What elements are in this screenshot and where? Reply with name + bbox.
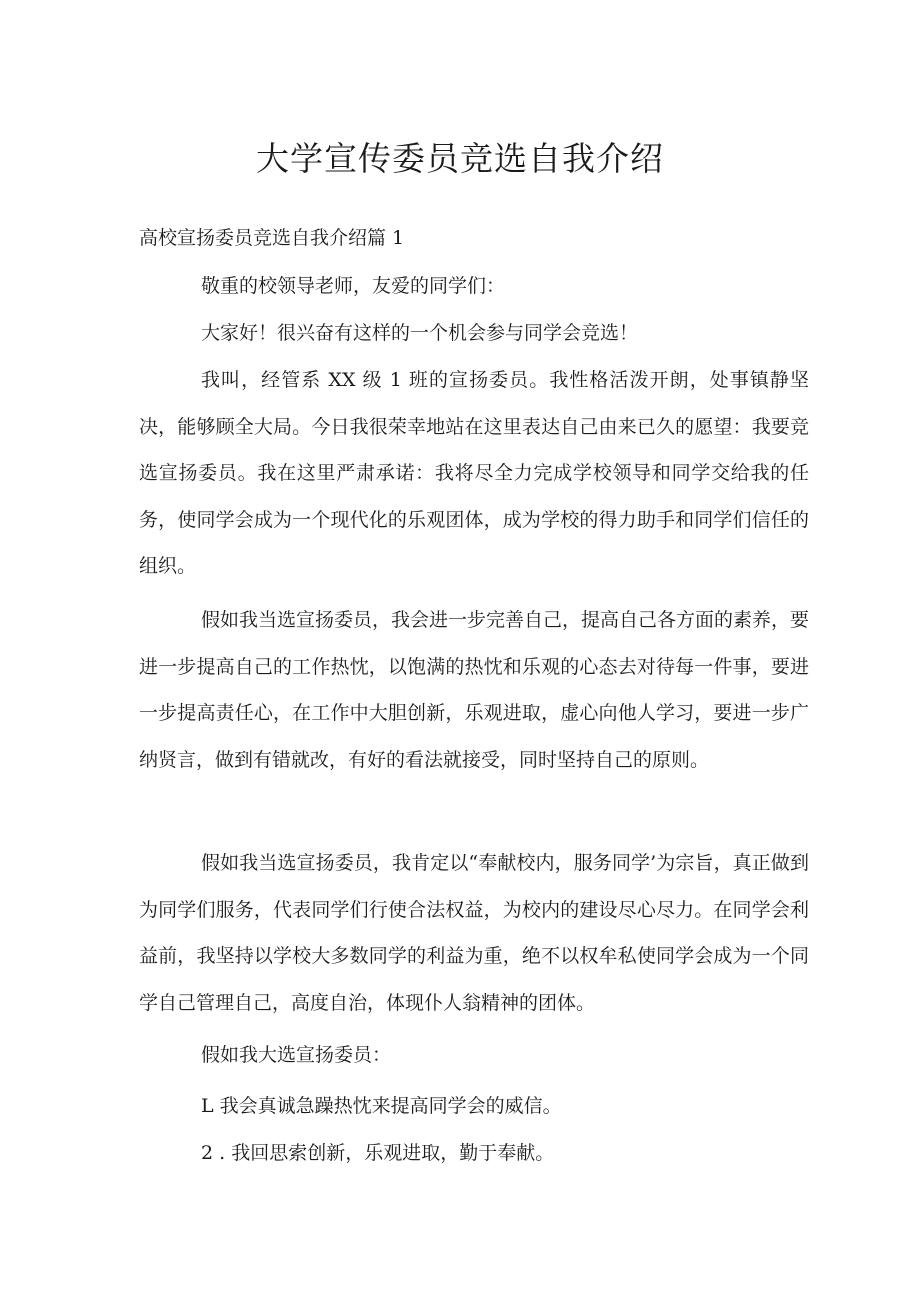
greeting-line: 敬重的校领导老师，友爱的同学们： [201,275,506,297]
list-item: L 我会真诚急躁热忱来提高同学会的威信。 [201,1095,562,1117]
body-paragraph: 假如我当选宣扬委员，我肯定以“奉献校内，服务同学’为宗旨，真正做到为同学们服务，代表同学们行使合法权益，为校内的建设尽心尽力。在同学会利益前，我坚持以学校大多数同学的利益为重，绝不以权牟私使同学会成为一个同学自己管理自己，高度自治，体现仆人翁精神的团体。 [139,852,809,1014]
list-item: 2 . 我回思索创新，乐观进取，勤于奉献。 [201,1142,555,1164]
document-subtitle: 高校宣扬委员竞选自我介绍篇 1 [139,227,405,249]
opening-line: 大家好！很兴奋有这样的一个机会参与同学会竞选！ [201,322,639,344]
list-intro: 假如我大选宣扬委员： [201,1044,392,1066]
document-title: 大学宣传委员竞选自我介绍 [256,139,664,178]
body-paragraph: 假如我当选宣扬委员，我会进一步完善自己，提高自己各方面的素养，要进一步提高自己的工作热忱，以饱满的热忱和乐观的心态去对待每一件事，要进一步提高责任心，在工作中大胆创新，乐观进取，虚心向他人学习，要进一步广纳贤言，做到有错就改，有好的看法就接受，同时坚持自己的原则。 [139,609,810,771]
body-paragraph: 我叫，经管系 XX 级 1 班的宣扬委员。我性格活泼开朗，处事镇静坚决，能够顾全大局。今日我很荣幸地站在这里表达自己由来已久的愿望：我要竞选宣扬委员。我在这里严肃承诺：我将尽全力完成学校领导和同学交给我的任务，使同学会成为一个现代化的乐观团体，成为学校的得力助手和同学们信任的组织。 [139,369,809,577]
